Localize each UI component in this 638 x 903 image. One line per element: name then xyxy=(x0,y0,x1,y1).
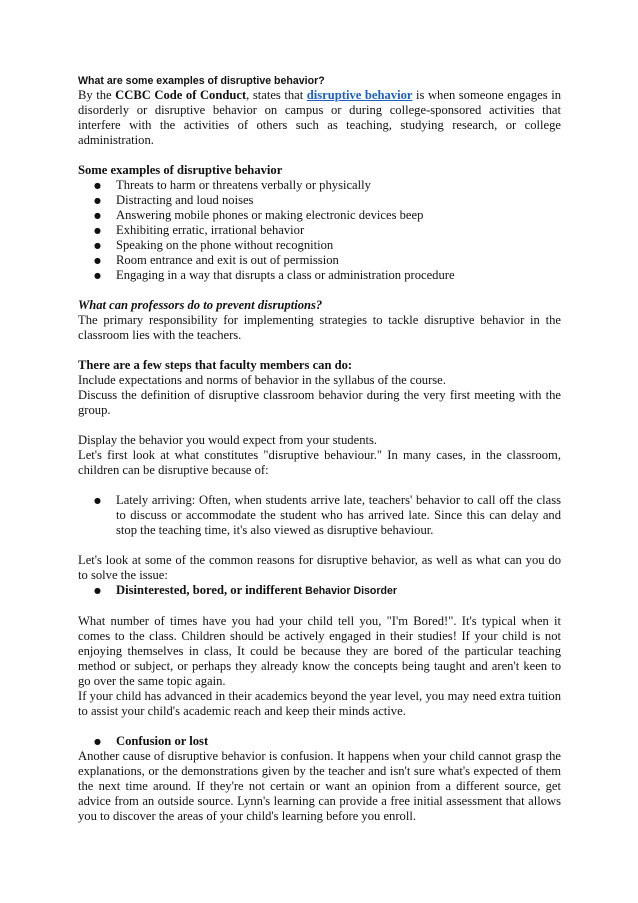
spacer xyxy=(78,148,561,163)
list-item: ● Distracting and loud noises xyxy=(78,193,561,208)
list-item: ● Speaking on the phone without recognition xyxy=(78,238,561,253)
intro-text-3: is when someone engages in disorderly or disruptive behavior on campus or during college-sponsored activities that interfere with the activities of others such as teaching, studying research, or college administration. xyxy=(78,88,561,147)
spacer xyxy=(78,418,561,433)
display-line-2: Let's first look at what constitutes "disruptive behaviour." In many cases, in the classroom, children can be disruptive because of: xyxy=(78,448,561,477)
spacer xyxy=(78,719,561,734)
list-item: ● Lately arriving: Often, when students arrive late, teachers' behavior to call off the class to discuss or accommodate the student who has arrived late. Since this can delay and stop the teaching time, it's also viewed as disruptive behaviour. xyxy=(78,493,561,538)
document-page xyxy=(78,74,561,824)
bored-paragraph-1: What number of times have you had your child tell you, "I'm Bored!". It's typical when it comes to the class. Children should be actively engaged in their studies! If your child is not enjoying themselves in class, It could be because they are bored of the particular teaching method or subject, or perhaps they already know the concepts being taught and aren't keen to go over the same topic again. xyxy=(78,614,561,688)
prevent-heading: What can professors do to prevent disruptions? xyxy=(78,298,323,312)
examples-heading: Some examples of disruptive behavior xyxy=(78,163,283,177)
confusion-paragraph: Another cause of disruptive behavior is confusion. It happens when your child cannot grasp the explanations, or the demonstrations given by the teacher and isn't sure what's expected of them the next time around. If they're not certain or want an opinion from a different source, get advice from an outside source. Lynn's learning can provide a free initial assessment that allows you to discover the areas of your child's learning before you enroll. xyxy=(78,749,561,823)
spacer xyxy=(78,599,561,614)
disruptive-behavior-link[interactable]: disruptive behavior xyxy=(306,88,413,102)
steps-line-1: Include expectations and norms of behavior in the syllabus of the course. xyxy=(78,373,446,387)
spacer xyxy=(78,343,561,358)
intro-paragraph xyxy=(78,88,561,148)
bored-heading xyxy=(78,583,561,599)
bored-heading-sans: Behavior Disorder xyxy=(302,585,398,597)
late-list xyxy=(78,493,561,538)
list-item: ● Engaging in a way that disrupts a class or administration procedure xyxy=(78,268,561,283)
list-item: ● Threats to harm or threatens verbally or physically xyxy=(78,178,561,193)
examples-list xyxy=(78,178,561,283)
spacer xyxy=(78,538,561,553)
bored-heading-list xyxy=(78,583,561,599)
reasons-intro: Let's look at some of the common reasons for disruptive behavior, as well as what can you do to solve the issue: xyxy=(78,553,561,582)
display-line-1: Display the behavior you would expect from your students. xyxy=(78,433,378,447)
page-heading: What are some examples of disruptive behavior? xyxy=(78,75,325,87)
intro-text-2: , states that xyxy=(246,88,307,102)
spacer xyxy=(78,478,561,493)
confusion-heading: ● Confusion or lost xyxy=(78,734,561,749)
bored-heading-serif: Disinterested, bored, or indifferent xyxy=(116,583,303,597)
bored-paragraph-2: If your child has advanced in their academics beyond the year level, you may need extra tuition to assist your child's academic reach and keep their minds active. xyxy=(78,689,561,718)
list-item: ● Exhibiting erratic, irrational behavior xyxy=(78,223,561,238)
list-item: ● Room entrance and exit is out of permission xyxy=(78,253,561,268)
steps-line-2: Discuss the definition of disruptive classroom behavior during the very first meeting with the group. xyxy=(78,388,561,417)
prevent-paragraph: The primary responsibility for implementing strategies to tackle disruptive behavior in the classroom lies with the teachers. xyxy=(78,313,561,342)
steps-heading: There are a few steps that faculty members can do: xyxy=(78,358,353,372)
list-item: ● Answering mobile phones or making electronic devices beep xyxy=(78,208,561,223)
spacer xyxy=(78,283,561,298)
intro-text-1: By the xyxy=(78,88,116,102)
confusion-heading-list xyxy=(78,734,561,749)
code-of-conduct-text: CCBC Code of Conduct xyxy=(115,88,247,102)
